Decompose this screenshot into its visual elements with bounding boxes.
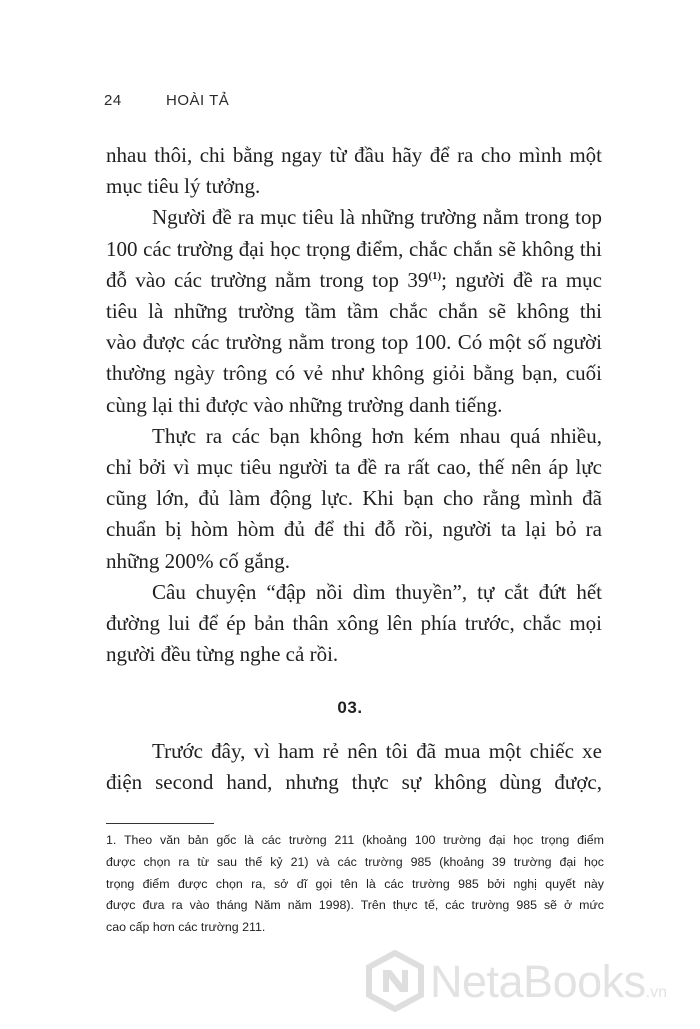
page-number: 24	[104, 92, 122, 109]
text-line: cũng lớn, đủ làm động lực. Khi bạn cho rằng mình đã	[106, 486, 602, 511]
text-line: đường lui để ép bản thân xông lên phía trước, chắc mọi	[106, 611, 602, 636]
footnote-line: 1. Theo văn bản gốc là các trường 211 (khoảng 100 trường đại học trọng điểm	[106, 833, 604, 847]
text-line: thường ngày trông có vẻ như không giỏi bằng bạn, cuối	[106, 361, 602, 386]
footnote-reference: (1)	[428, 269, 442, 282]
main-text	[106, 140, 602, 670]
text-line: chỉ bởi vì mục tiêu người ta đề ra rất cao, thế nên áp lực	[106, 455, 602, 480]
text-line: vào được các trường nằm trong top 100. Có một số người	[106, 330, 602, 355]
running-title: HOÀI TẢ	[166, 92, 230, 109]
text-line: những 200% cố gắng.	[106, 548, 291, 573]
text-line	[106, 265, 602, 296]
running-header	[104, 92, 229, 109]
text-line: mục tiêu lý tưởng.	[106, 174, 261, 199]
text-line: nhau thôi, chi bằng ngay từ đầu hãy để ra cho mình một	[106, 143, 602, 167]
text-line: 100 các trường đại học trọng điểm, chắc chắn sẽ không thi	[106, 236, 602, 261]
section-heading: 03.	[337, 698, 363, 717]
text-line: điện second hand, nhưng thực sự không dùng được,	[106, 770, 602, 795]
text-line: Trước đây, vì ham rẻ nên tôi đã mua một chiếc xe	[152, 739, 602, 763]
footnote-line: được chọn ra từ sau thế kỷ 21) và các trường 985 (khoảng 39 trường đại học	[106, 854, 604, 869]
footnote-divider	[106, 823, 214, 824]
text-line: người đều từng nghe cả rồi.	[106, 642, 339, 667]
footnote	[106, 830, 604, 939]
footnote-line: được đưa ra vào tháng Năm năm 1998). Trên thực tế, các trường 985 sẽ ở mức	[106, 898, 604, 913]
text-line: tiêu là những trường tầm tầm chắc chắn sẽ không thi	[106, 299, 602, 324]
footnote-line: cao cấp hơn các trường 211.	[106, 920, 266, 935]
section-text	[106, 736, 602, 798]
netabooks-logo-icon	[364, 950, 426, 1012]
text-line: Câu chuyện “đập nồi dìm thuyền”, tự cắt đứt hết	[152, 579, 602, 604]
netabooks-watermark	[364, 950, 684, 1016]
watermark-text	[430, 956, 667, 1008]
watermark-suffix: .vn	[645, 984, 667, 1001]
text-line: cùng lại thi được vào những trường danh tiếng.	[106, 392, 503, 417]
footnote-line: trọng điểm được chọn ra, sở dĩ gọi tên là các trường 985 bởi nghị quyết này	[106, 876, 604, 891]
text-fragment: đỗ vào các trường nằm trong top 39	[106, 267, 429, 292]
watermark-brand: NetaBooks	[430, 956, 646, 1007]
text-line: Thực ra các bạn không hơn kém nhau quá nhiều,	[152, 423, 602, 448]
text-fragment: ; người đề ra mục	[441, 267, 602, 292]
text-line: Người đề ra mục tiêu là những trường nằm trong top	[152, 205, 602, 230]
text-line: chuẩn bị hòm hòm đủ để thi đỗ rồi, người ta lại bỏ ra	[106, 517, 602, 542]
